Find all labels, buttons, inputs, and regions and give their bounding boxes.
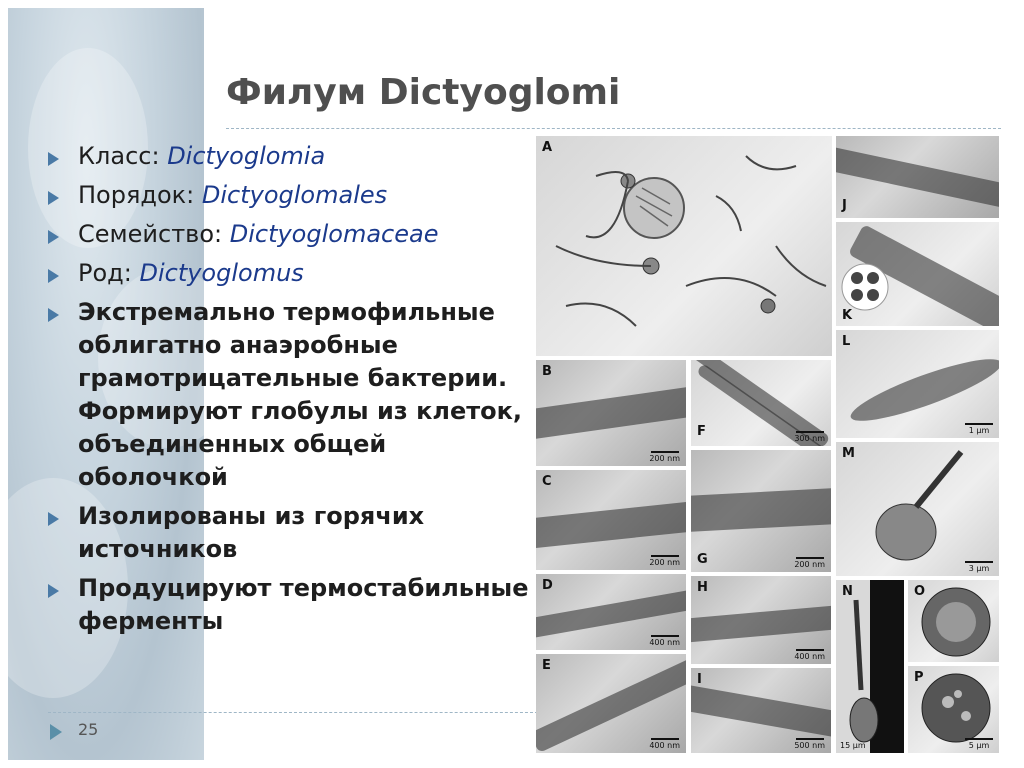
panel-label: I (697, 672, 702, 687)
bullet-arrow-icon (48, 269, 59, 283)
scale-bar (965, 423, 993, 435)
scale-bar (649, 451, 680, 463)
micrograph-figure (536, 136, 999, 753)
title-divider (226, 128, 1001, 129)
scale-bar (649, 555, 680, 567)
bullet-arrow-icon (48, 512, 59, 526)
scale-label: 200 nm (794, 560, 825, 569)
panel-label: O (914, 584, 926, 599)
scale-label: 400 nm (649, 741, 680, 750)
globule-illustration (836, 442, 999, 576)
scale-line (796, 557, 824, 559)
cell-shape (691, 488, 831, 532)
scale-bar (965, 738, 993, 750)
cell-shape (536, 589, 686, 638)
bullet-genus (48, 257, 538, 290)
panel-label: C (542, 474, 552, 489)
taxon-name: Dictyoglomia (167, 142, 326, 170)
scale-bar (649, 738, 680, 750)
scale-line (651, 451, 679, 453)
scale-line (796, 649, 824, 651)
micrograph-panel-a (536, 136, 832, 356)
cell-shape (536, 386, 686, 439)
scale-label: 15 µm (840, 741, 866, 750)
micrograph-panel-c (536, 470, 686, 570)
scale-line (965, 561, 993, 563)
scale-line (796, 738, 824, 740)
cell-shape (846, 349, 999, 432)
micrograph-panel-o (908, 580, 999, 662)
scale-bar (794, 431, 825, 443)
taxon-name: Dictyoglomaceae (229, 220, 439, 248)
bullet-label: Род: (78, 259, 140, 287)
micrograph-panel-e (536, 654, 686, 753)
bullet-arrow-icon (48, 584, 59, 598)
bullet-description (48, 296, 538, 494)
scale-line (965, 423, 993, 425)
scale-bar (965, 561, 993, 573)
globule-cluster (840, 262, 890, 312)
micrograph-panel-g (691, 450, 831, 572)
micrograph-panel-f (691, 360, 831, 446)
page-arrow-icon (50, 724, 62, 740)
panel-label: A (542, 140, 553, 155)
scale-label: 500 nm (794, 741, 825, 750)
micrograph-panel-d (536, 574, 686, 650)
scale-line (651, 555, 679, 557)
scale-label: 400 nm (794, 652, 825, 661)
cell-shape (691, 605, 831, 643)
panel-label: P (914, 670, 924, 685)
bullet-arrow-icon (48, 230, 59, 244)
bullet-enzymes (48, 572, 538, 638)
panel-label: H (697, 580, 708, 595)
micrograph-panel-h (691, 576, 831, 664)
footer-divider (48, 712, 538, 713)
scale-bar (794, 557, 825, 569)
scale-label: 3 µm (968, 564, 990, 573)
scale-bar (794, 738, 825, 750)
micrograph-panel-k (836, 222, 999, 326)
micrograph-panel-i (691, 668, 831, 753)
page-number: 25 (78, 720, 99, 739)
scale-bar (794, 649, 825, 661)
bullet-family (48, 218, 538, 251)
scale-label: 400 nm (649, 638, 680, 647)
micrograph-panel-n (836, 580, 904, 753)
bullet-list (48, 140, 538, 644)
cell-shape (691, 684, 831, 737)
micrograph-panel-b (536, 360, 686, 466)
panel-label: J (842, 198, 847, 213)
bullet-habitat (48, 500, 538, 566)
scale-label: 200 nm (649, 454, 680, 463)
cell-shape (836, 147, 999, 210)
scale-label: 5 µm (968, 741, 990, 750)
bullet-label: Порядок: (78, 181, 202, 209)
scale-label: 1 µm (968, 426, 990, 435)
scale-bar (649, 635, 680, 647)
globule-illustration (836, 580, 904, 753)
panel-label: G (697, 552, 708, 567)
bullet-text: Экстремально термофильные облигатно анаэробные грамотрицательные бактерии. Формируют глобулы из клеток, объединенных общей оболочкой (78, 298, 523, 491)
panel-label: N (842, 584, 853, 599)
bullet-label: Класс: (78, 142, 168, 170)
micrograph-panel-m (836, 442, 999, 576)
panel-label: M (842, 446, 855, 461)
micrograph-panel-l (836, 330, 999, 438)
panel-label: L (842, 334, 851, 349)
scale-line (965, 738, 993, 740)
scale-label: 200 nm (649, 558, 680, 567)
cell-shape (536, 501, 686, 549)
panel-label: E (542, 658, 551, 673)
scale-line (796, 431, 824, 433)
scale-line (651, 738, 679, 740)
taxon-name: Dictyoglomales (201, 181, 388, 209)
bullet-label: Семейство: (78, 220, 230, 248)
panel-label: B (542, 364, 552, 379)
micrograph-panel-p (908, 666, 999, 753)
bullet-order (48, 179, 538, 212)
bullet-text: Продуцируют термостабильные ферменты (78, 574, 529, 635)
micrograph-panel-j (836, 136, 999, 218)
bullet-arrow-icon (48, 308, 59, 322)
bullet-arrow-icon (48, 152, 59, 166)
bullet-arrow-icon (48, 191, 59, 205)
cells-illustration (536, 136, 832, 356)
scale-bar (840, 741, 866, 750)
panel-label: F (697, 424, 706, 439)
slide-title: Филум Dictyoglomi (226, 72, 621, 113)
scale-line (651, 635, 679, 637)
scale-label: 300 nm (794, 434, 825, 443)
taxon-name: Dictyoglomus (139, 259, 304, 287)
panel-label: K (842, 308, 853, 323)
panel-label: D (542, 578, 553, 593)
bullet-class (48, 140, 538, 173)
bullet-text: Изолированы из горячих источников (78, 502, 425, 563)
